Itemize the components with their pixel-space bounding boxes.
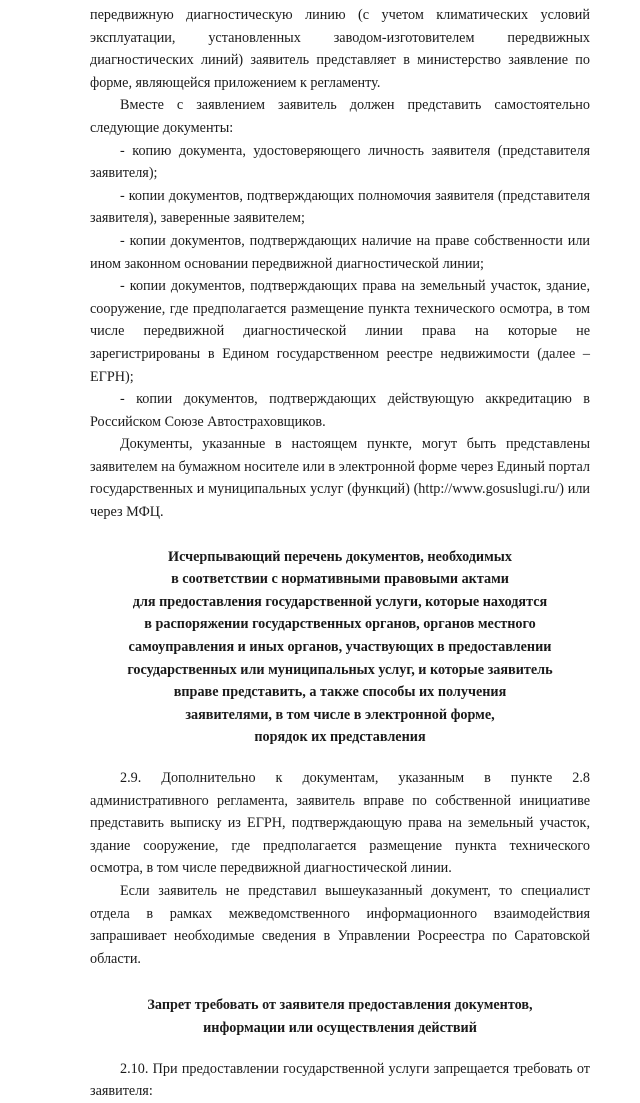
document-page xyxy=(90,4,590,1103)
heading-line: в распоряжении государственных органов, органов местного xyxy=(144,616,536,633)
heading-line: Запрет требовать от заявителя предоставления документов, xyxy=(147,997,533,1014)
heading-line: самоуправления и иных органов, участвующих в предоставлении xyxy=(128,639,552,656)
paragraph-required-documents: Вместе с заявлением заявитель должен представить самостоятельно следующие документы: xyxy=(90,97,590,136)
list-item-accreditation-documents: - копии документов, подтверждающих действующую аккредитацию в Российском Союзе Автостраховщиков. xyxy=(90,391,590,430)
heading-line: вправе представить, а также способы их получения xyxy=(173,684,507,701)
paragraph-submission-methods: Документы, указанные в настоящем пункте, могут быть представлены заявителем на бумажном носителе или в электронной форме через Единый портал государственных и муниципальных услуг (функций) (http://www.gosuslugi.ru/) или через МФЦ. xyxy=(90,436,590,521)
list-item-authority-documents: - копии документов, подтверждающих полномочия заявителя (представителя заявителя), заверенные заявителем; xyxy=(90,187,590,227)
heading-line: для предоставления государственной услуги, которые находятся xyxy=(132,593,548,610)
heading-line: Исчерпывающий перечень документов, необходимых xyxy=(168,548,512,565)
section-heading-prohibition xyxy=(90,994,590,1039)
list-item-ownership-documents: - копии документов, подтверждающих наличие на праве собственности или ином законном основании передвижной диагностической линии; xyxy=(90,232,590,272)
heading-line: государственных или муниципальных услуг, и которые заявитель xyxy=(127,661,553,678)
list-item-land-rights-documents: - копии документов, подтверждающих права на земельный участок, здание, сооружение, где предполагается размещение пункта технического осмотра, в том числе передвижной диагностической линии права на которые не зарегистрированы в Едином государственном реестре недвижимости (далее – ЕГРН); xyxy=(90,278,590,385)
list-item-identity-document: - копию документа, удостоверяющего личность заявителя (представителя заявителя); xyxy=(90,142,590,182)
heading-line: порядок их представления xyxy=(254,729,426,746)
paragraph-2-10: 2.10. При предоставлении государственной услуги запрещается требовать от заявителя: xyxy=(90,1060,590,1100)
section-heading-documents-list xyxy=(90,546,590,749)
paragraph-intro-continuation: передвижную диагностическую линию (с учетом климатических условий эксплуатации, установленных заводом-изготовителем передвижных диагностических линий) заявитель представляет в министерство заявление по форме, являющейся приложением к регламенту. xyxy=(90,7,590,91)
paragraph-2-9: 2.9. Дополнительно к документам, указанным в пункте 2.8 административного регламента, заявитель вправе по собственной инициативе представить выписку из ЕГРН, подтверждающую права на земельный участок, здание сооружение, где предполагается размещение пункта технического осмотра, в том числе передвижной диагностической линии. xyxy=(90,770,590,877)
heading-line: информации или осуществления действий xyxy=(203,1019,477,1036)
paragraph-interagency-request: Если заявитель не представил вышеуказанный документ, то специалист отдела в рамках межведомственного информационного взаимодействия запрашивает необходимые сведения в Управлении Росреестра по Саратовской области. xyxy=(90,882,590,967)
heading-line: в соответствии с нормативными правовыми актами xyxy=(171,571,509,588)
heading-line: заявителями, в том числе в электронной форме, xyxy=(185,706,495,723)
